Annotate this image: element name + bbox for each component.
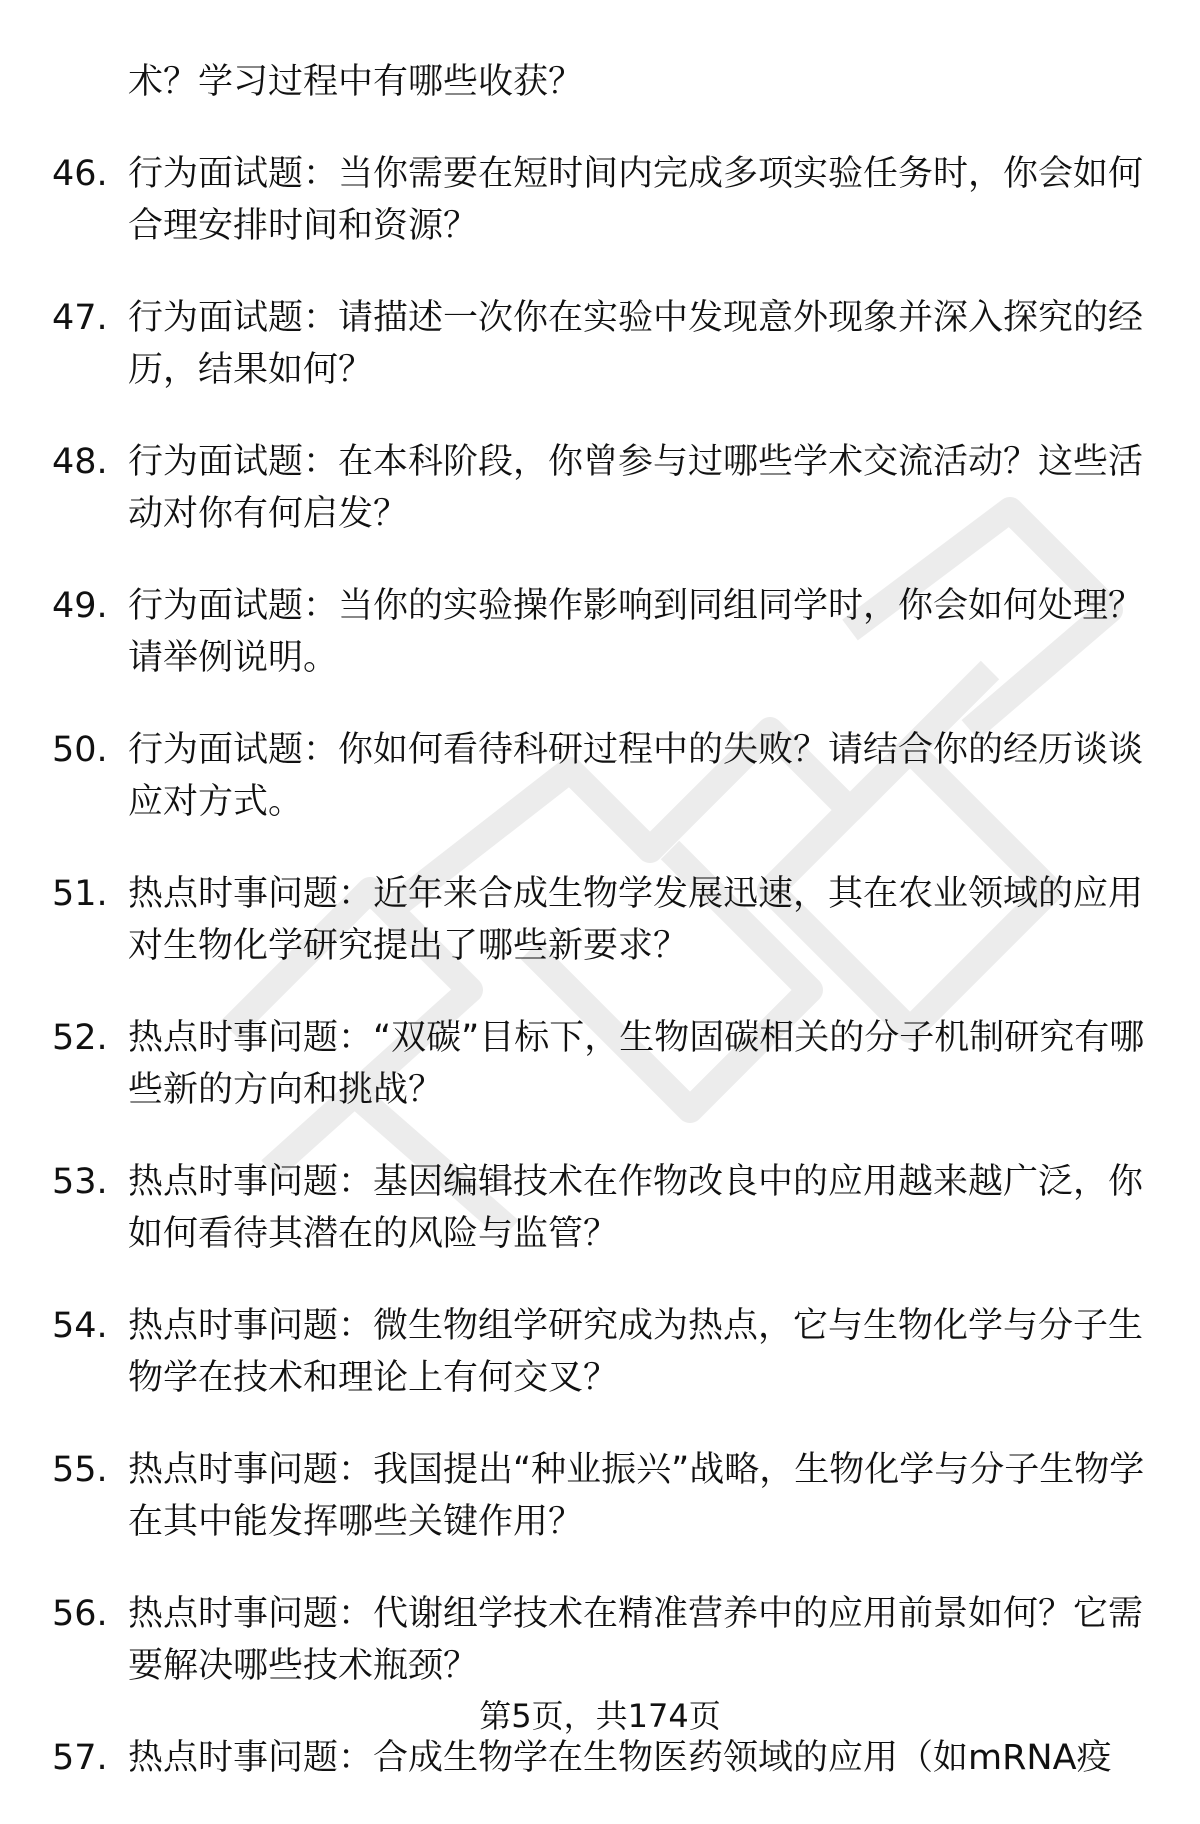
item-text: 热点时事问题：代谢组学技术在精准营养中的应用前景如何？它需要解决哪些技术瓶颈？ (128, 1594, 1144, 1686)
item-text: 热点时事问题：微生物组学研究成为热点，它与生物化学与分子生物学在技术和理论上有何交叉？ (128, 1306, 1144, 1398)
question-list (52, 56, 1152, 1824)
item-number: 54. (52, 1306, 108, 1346)
continuation-text: 术？学习过程中有哪些收获？ (128, 62, 584, 102)
item-text: 行为面试题：在本科阶段，你曾参与过哪些学术交流活动？这些活动对你有何启发？ (128, 442, 1144, 534)
item-number: 49. (52, 586, 108, 626)
item-text: 行为面试题：你如何看待科研过程中的失败？请结合你的经历谈谈应对方式。 (128, 730, 1144, 822)
list-item (52, 1156, 1152, 1260)
item-text: 热点时事问题：基因编辑技术在作物改良中的应用越来越广泛，你如何看待其潜在的风险与监管？ (128, 1162, 1144, 1254)
item-number: 53. (52, 1162, 108, 1202)
list-item (52, 868, 1152, 972)
item-text: 行为面试题：当你需要在短时间内完成多项实验任务时，你会如何合理安排时间和资源？ (128, 154, 1144, 246)
list-item (52, 1588, 1152, 1692)
item-number: 50. (52, 730, 108, 770)
list-item (52, 1732, 1152, 1784)
list-item (52, 292, 1152, 396)
list-item (52, 436, 1152, 540)
item-number: 47. (52, 298, 108, 338)
item-text: 热点时事问题：近年来合成生物学发展迅速，其在农业领域的应用对生物化学研究提出了哪些新要求？ (128, 874, 1144, 966)
item-number: 48. (52, 442, 108, 482)
page-footer: 第5页，共174页 (479, 1697, 721, 1735)
list-item (52, 724, 1152, 828)
item-number: 52. (52, 1018, 108, 1058)
item-number: 56. (52, 1594, 108, 1634)
item-text: 行为面试题：当你的实验操作影响到同组同学时，你会如何处理？请举例说明。 (128, 586, 1144, 678)
list-item (52, 1012, 1152, 1116)
item-text: 热点时事问题：我国提出“种业振兴”战略，生物化学与分子生物学在其中能发挥哪些关键作用？ (128, 1450, 1145, 1542)
item-text: 热点时事问题：合成生物学在生物医药领域的应用（如mRNA疫 (128, 1738, 1112, 1778)
item-text: 热点时事问题：“双碳”目标下，生物固碳相关的分子机制研究有哪些新的方向和挑战？ (128, 1018, 1145, 1110)
list-item (52, 1300, 1152, 1404)
item-number: 55. (52, 1450, 108, 1490)
item-number: 46. (52, 154, 108, 194)
list-item (52, 580, 1152, 684)
item-text: 行为面试题：请描述一次你在实验中发现意外现象并深入探究的经历，结果如何？ (128, 298, 1144, 390)
item-number: 57. (52, 1738, 108, 1778)
item-number: 51. (52, 874, 108, 914)
list-item (52, 148, 1152, 252)
list-item (52, 1444, 1152, 1548)
